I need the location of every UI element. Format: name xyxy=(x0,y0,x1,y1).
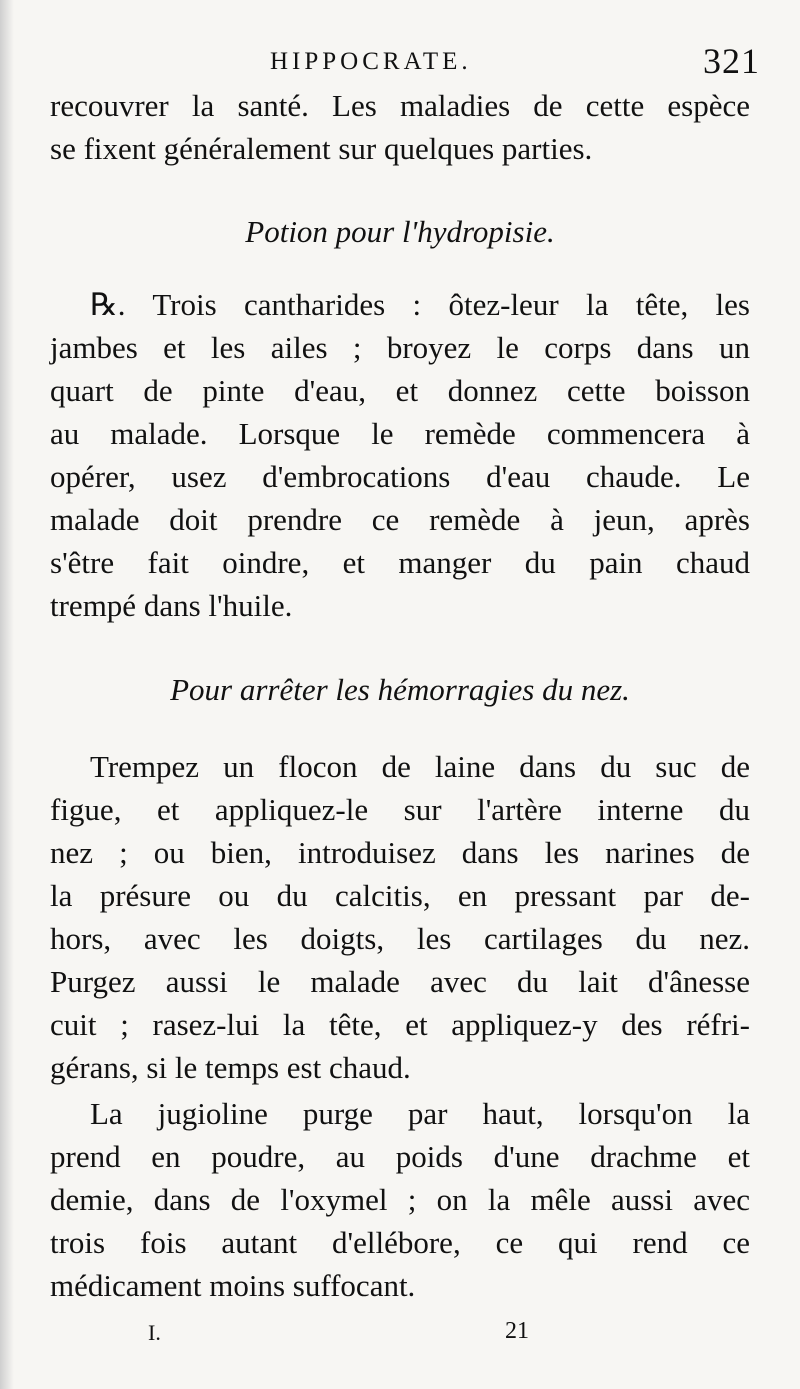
text-line: médicament moins suffocant. xyxy=(50,1268,416,1303)
text-line: jambes et les ailes ; broyez le corps dans un xyxy=(50,330,750,365)
volume-signature-mark: I. xyxy=(148,1320,161,1345)
section-heading-hydropisie: Potion pour l'hydropisie. xyxy=(245,214,555,249)
paragraph-2 xyxy=(50,283,750,627)
text-line: malade doit prendre ce remède à jeun, après xyxy=(50,502,750,537)
running-head: HIPPOCRATE. xyxy=(270,48,472,75)
page-header xyxy=(270,40,760,90)
text-line: la présure ou du calcitis, en pressant par de- xyxy=(50,878,750,913)
text-line: au malade. Lorsque le remède commencera à xyxy=(50,416,750,451)
paragraph-3 xyxy=(50,745,750,1089)
text-line: figue, et appliquez-le sur l'artère interne du xyxy=(50,792,750,827)
text-line: trempé dans l'huile. xyxy=(50,588,293,623)
text-line: trois fois autant d'ellébore, ce qui rend ce xyxy=(50,1225,750,1260)
text-line: prend en poudre, au poids d'une drachme et xyxy=(50,1139,750,1174)
text-line: quart de pinte d'eau, et donnez cette boisson xyxy=(50,373,750,408)
text-line: ℞. Trois cantharides : ôtez-leur la tête, les xyxy=(90,287,750,322)
paragraph-4 xyxy=(50,1092,750,1307)
page-number: 321 xyxy=(703,41,760,81)
text-line: Purgez aussi le malade avec du lait d'ânesse xyxy=(50,964,750,999)
text-line: cuit ; rasez-lui la tête, et appliquez-y des réfri- xyxy=(50,1007,750,1042)
text-line: recouvrer la santé. Les maladies de cette espèce xyxy=(50,88,750,123)
section-heading-hemorragies: Pour arrêter les hémorragies du nez. xyxy=(170,672,630,707)
text-line: La jugioline purge par haut, lorsqu'on la xyxy=(90,1096,750,1131)
text-line: se fixent généralement sur quelques parties. xyxy=(50,131,593,166)
text-line: demie, dans de l'oxymel ; on la mêle aussi avec xyxy=(50,1182,750,1217)
text-line: nez ; ou bien, introduisez dans les narines de xyxy=(50,835,750,870)
text-line: s'être fait oindre, et manger du pain chaud xyxy=(50,545,750,580)
sheet-signature-number: 21 xyxy=(505,1318,529,1344)
paragraph-1 xyxy=(50,84,750,170)
text-line: gérans, si le temps est chaud. xyxy=(50,1050,411,1085)
text-line: hors, avec les doigts, les cartilages du nez. xyxy=(50,921,750,956)
text-line: opérer, usez d'embrocations d'eau chaude. Le xyxy=(50,459,750,494)
text-line: Trempez un flocon de laine dans du suc de xyxy=(90,749,750,784)
